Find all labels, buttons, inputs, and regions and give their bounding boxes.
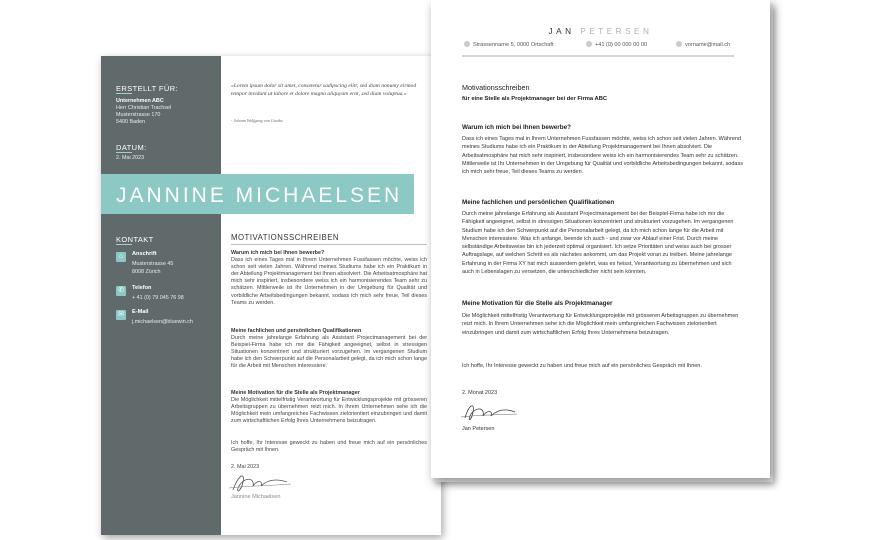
contact-label-email: E-Mail [132,309,149,315]
signature-name: Jannine Michaelsen [231,494,281,500]
mail-icon [676,41,682,47]
closing-text: Ich hoffe, Ihr Interesse geweckt zu haben und freue mich auf ein persönliches Gespräch mit Ihnen. [231,440,427,454]
recipient-company: Unternehmen ABC [116,98,164,104]
letter-section-title: MOTIVATIONSSCHREIBEN [231,233,340,242]
divider [116,152,132,153]
contact-phone: + 41 (0) 79 045 76 98 [132,295,184,301]
recipient-block [116,98,171,126]
closing-date: 2. Monat 2023 [462,390,498,396]
closing-date: 2. Mai 2023 [231,464,260,470]
contact-heading: KONTAKT [116,235,154,244]
divider [116,244,132,245]
paragraph-heading: Meine fachlichen und persönlichen Qualifikationen [231,328,362,334]
created-for-heading: ERSTELLT FÜR: [116,84,179,93]
paragraph-heading: Warum ich mich bei Ihnen bewerbe? [231,250,325,256]
paragraph-text: Die Möglichkeit mittelfristig Verantwortung für Entwicklungsprojekte mit grösseren Arbeitsgruppen zu übernehmen reizt mich. In Ihrem Unternehmen sehe ich die Möglichkeit mein umfangreiches Fachwissen zielorientiert einzubringen und damit zum wirtschaftlichen Erfolg Ihres Unternehmens beizutragen. [231,397,427,425]
applicant-name: JANNINE MICHAELSEN [116,184,403,207]
date-heading: DATUM: [116,143,147,152]
email-text: vorname@mail.ch [685,42,731,48]
contact-email [676,41,730,48]
letterhead-name [431,27,770,36]
section-text: Die Möglichkeit mittelfristig Verantwortung für Entwicklungsprojekte mit grösseren Arbeitsgruppen zu übernehmen reizt mich. In Ihrem Unternehmen sehe ich die Möglichkeit mein umfangreichen Fachwissen zielorientiert einzubringen und damit zum wirtschaftlichen Erfolg Ihres Unternehmens beizutragen. [462,313,739,336]
cover-letter-template-plain [431,0,770,478]
mail-icon: ✉ [116,310,126,320]
paragraph [231,328,427,371]
section-text: Durch meine jahrelange Erfahrung als Assistant Projectmanagement bei der Beispiel-Firma habe ich mir die Fähigkeit angeeignet, selbst in stressigen Situationen konzentriert und strukturiert vorzugehen. Im vergangenen Studium habe ich den Schwerpunkt auf die Personalarbeit gelegt, da ich mich schon lange für die Arbeit mit Menschen interessiere. Was ich anfange, beende ich auch - und zwar vor Ablauf einer Frist. Durch meine selbständige Arbeitsweise bin ich jederzeit optimal organisiert. Ich setze Prioritäten und weiss auch bei grosser Auftragslage, auf welchen Schritt es als nächstes ankommt, um das Projekt voran zu treiben. Meine jahrelange Erfahrung in der Firma XY hat mich ausserdem gelehrt, was es heisst, Verantwortung zu übernehmen und sich auch in Lebenslagen zu versetzen, die unterschiedlicher nicht sein könnten. [462,211,734,276]
divider [116,93,132,94]
quote-text: «Lorem ipsum dolor sit amet, consetetur sadipscing elitr, sed diam nonumy eirmod tempor invidunt ut labore et dolore magna aliquyam erat, sed diam voluptua.» [231,83,417,97]
first-name: JAN [548,27,575,36]
address-text: Strassenname 5, 0000 Ortschaft [473,42,554,48]
header-divider [462,55,734,57]
quote-author: - Johann Wolfgang von Goethe [231,118,283,123]
location-icon [464,41,470,47]
date-value: 2. Mai 2023 [116,155,145,161]
recipient-street: Musterstrasse 170 [116,112,161,118]
signature-image [459,400,519,426]
section-heading: Warum ich mich bei Ihnen bewerbe? [462,124,571,131]
letter-subtitle: für eine Stelle als Projektmanager bei der Firma ABC [462,96,608,102]
contact-label-address: Anschrift [132,251,157,257]
signature-name: Jan Petersen [462,426,495,432]
phone-text: +41 (0) 00 000 00 00 [595,42,648,48]
cover-letter-template-teal [101,56,441,535]
home-icon: ⌂ [116,252,126,262]
letter-title: Motivationsschreiben [462,83,530,92]
section-heading: Meine fachlichen und persönlichen Qualifikationen [462,199,615,206]
contact-label-phone: Telefon [132,285,152,291]
contact-address-city: 8008 Zürich [132,269,161,275]
contact-phone [586,41,647,48]
paragraph-text: Durch meine jahrelange Erfahrung als Assistant Projectmanagement bei der Beispiel-Firma habe ich mir die Fähigkeit angeeignet, selbst in stressigen Situationen konzentriert und strukturiert vorzugehen. Im vergangenen Studium habe ich den Schwerpunkt auf die Personalarbeit gelegt, da ich mich schon lange für die Arbeit mit Menschen interessiere. [231,335,427,370]
last-name: PETERSEN [580,27,653,36]
phone-icon: ✆ [116,286,126,296]
recipient-person: Herr Christian Trachsel [116,105,172,111]
divider [231,244,427,245]
paragraph-heading: Meine Motivation für die Stelle als Projektmanager [231,390,360,396]
paragraph-text: Dass ich eines Tages mal in Ihrem Unternehmen Fussfassen möchte, weiss ich schon seit vielen Jahren. Während meines Studiums habe ich ein Praktikum in der Abteilung Projektmanagement bei Ihnen absolviert. Die Arbeitsatmosphäre hat mich sehr inspiriert, insbesondere weiss ich ein harmonisierendes Team sehr zu schätzen. Mittlerweile ist Ihr Unternehmen in der Umgebung für Qualität und vorbildliche Arbeitsbedingungen bekannt, sodass ich mich sehr freue, Teil dieses Teams zu werden. [231,257,427,306]
section-text: Dass ich eines Tages mal in Ihrem Unternehmen Fussfassen möchte, weiss ich schon seit vielen Jahren. Während meines Studiums habe ich ein Praktikum in der Abteilung Projektmanagement bei Ihnen absolviert. Die Arbeitsatmosphäre hat mich sehr inspiriert, insbesondere weiss ich ein harmonisierendes Team sehr zu schätzen. Mittlerweile ist Ihr Unternehmen in der Umgebung für Qualität und vorbildliche Arbeitsbedingungen bekannt, sodass ich mich sehr freue, Teil dieses Teams zu werden. [462,136,743,176]
recipient-city: 5400 Baden [116,119,146,125]
contact-address-street: Musterstrasse 45 [132,261,174,267]
contact-address [464,41,554,48]
closing-text: Ich hoffe, Ihr Interesse geweckt zu haben und freue mich auf ein persönliches Gespräch mit Ihnen. [462,363,702,369]
section-heading: Meine Motivation für die Stelle als Projektmanager [462,300,613,307]
paragraph [231,390,427,425]
paragraph [231,250,427,307]
contact-email: j.michaelsen@bluewin.ch [132,319,193,325]
phone-icon [586,41,592,47]
